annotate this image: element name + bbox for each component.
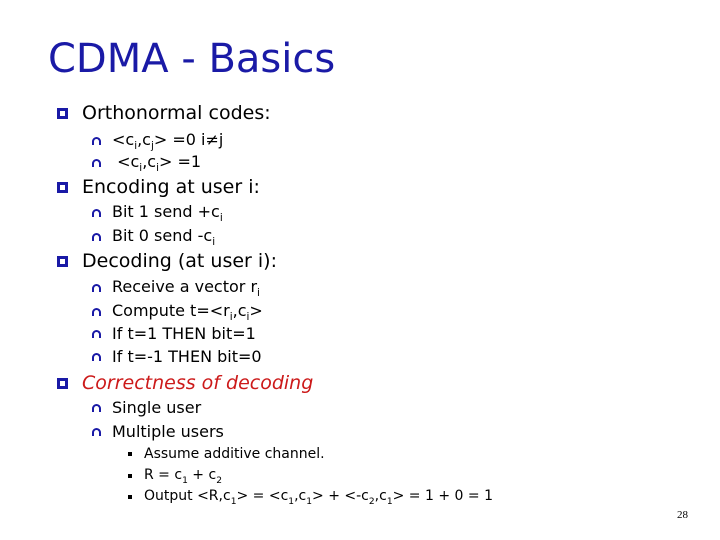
arc-bullet-icon (92, 284, 101, 292)
output-formula: Output $<R,c_1> = <c_1,c_1> + <-c_2,c_1> = 1 + 0 = 1$ (144, 488, 493, 507)
subsub-output (128, 488, 493, 507)
arc-bullet-icon (92, 308, 101, 316)
subbullet-ortho-2 (92, 152, 201, 174)
bullet-label: Orthonormal codes: (82, 102, 271, 124)
subbullet-decoding-1 (92, 277, 260, 299)
arc-bullet-icon (92, 404, 101, 412)
r-formula: $R = c_1 + c_2$ (144, 467, 222, 486)
single-user: Single user (112, 398, 202, 417)
decoding-if1: If t=1 THEN bit=1 (112, 324, 256, 343)
multiple-users: Multiple users (112, 422, 224, 441)
decoding-if0: If t=-1 THEN bit=0 (112, 347, 262, 366)
square-bullet-icon (57, 108, 68, 119)
encoding-bit0: Bit 0 send $-c_i$ (112, 226, 216, 249)
subbullet-encoding-2 (92, 226, 215, 248)
arc-bullet-icon (92, 353, 101, 361)
bullet-orthonormal (57, 102, 271, 124)
assume-text: Assume additive channel. (144, 446, 325, 462)
subbullet-decoding-2 (92, 301, 263, 323)
dot-bullet-icon (128, 452, 132, 456)
decoding-compute: Compute $t=<r_i,c_i>$ (112, 301, 263, 324)
arc-bullet-icon (92, 428, 101, 436)
bullet-decoding (57, 250, 277, 272)
subbullet-encoding-1 (92, 202, 223, 224)
arc-bullet-icon (92, 330, 101, 338)
ortho-formula-2: $<c_i,c_i> =1$ (112, 152, 202, 175)
subbullet-correctness-1 (92, 398, 201, 417)
subbullet-decoding-4 (92, 347, 262, 366)
page-number: 28 (677, 509, 688, 521)
square-bullet-icon (57, 378, 68, 389)
encoding-bit1: Bit 1 send $+c_i$ (112, 202, 223, 225)
bullet-label: Encoding at user i: (82, 176, 260, 198)
ortho-formula-1: $<c_i,c_j> =0$ i≠j (112, 130, 224, 153)
dot-bullet-icon (128, 474, 132, 478)
dot-bullet-icon (128, 495, 132, 499)
subbullet-ortho-1 (92, 130, 223, 152)
subsub-assume (128, 446, 325, 462)
bullet-correctness (57, 372, 313, 394)
arc-bullet-icon (92, 137, 101, 145)
square-bullet-icon (57, 182, 68, 193)
arc-bullet-icon (92, 159, 101, 167)
arc-bullet-icon (92, 233, 101, 241)
bullet-encoding (57, 176, 260, 198)
bullet-label: Decoding (at user i): (82, 250, 277, 272)
square-bullet-icon (57, 256, 68, 267)
subsub-r (128, 467, 222, 486)
decoding-receive: Receive a vector $r_i$ (112, 277, 260, 300)
slide-title: CDMA - Basics (48, 36, 336, 82)
arc-bullet-icon (92, 209, 101, 217)
bullet-label-highlight: Correctness of decoding (82, 372, 314, 394)
subbullet-correctness-2 (92, 422, 224, 441)
subbullet-decoding-3 (92, 324, 256, 343)
